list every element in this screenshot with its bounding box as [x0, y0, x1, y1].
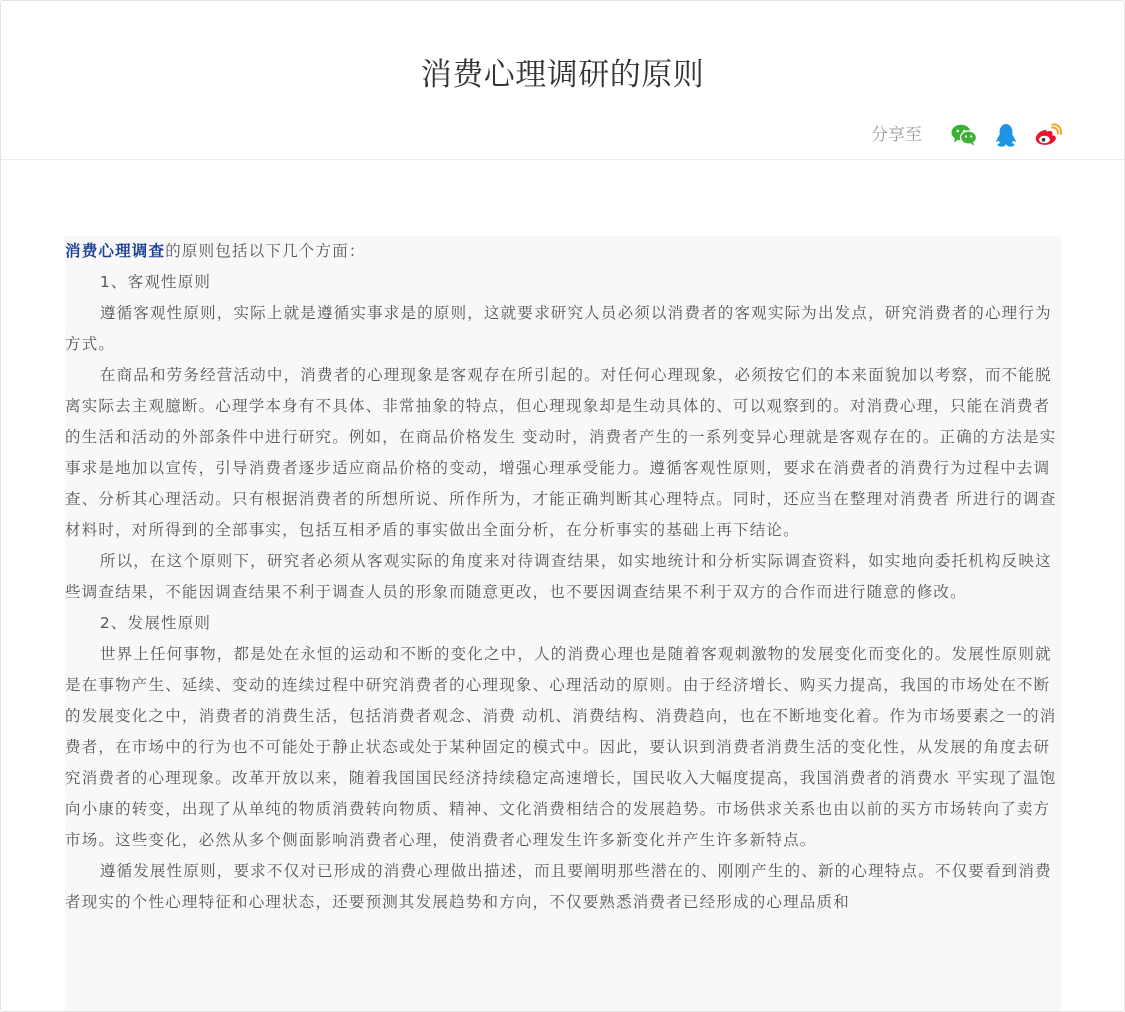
weibo-icon — [1034, 123, 1062, 147]
weibo-share-button[interactable] — [1034, 122, 1062, 148]
article-lead — [65, 236, 1062, 267]
paragraph: 所以，在这个原则下，研究者必须从客观实际的角度来对待调查结果，如实地统计和分析实际调查资料，如实地向委托机构反映这些调查结果，不能因调查结果不利于调查人员的形象而随意更改，也不要因调查结果不利于双方的合作而进行随意的修改。 — [65, 552, 1052, 601]
page-title: 消费心理调研的原则 — [420, 57, 705, 93]
wechat-icon — [951, 124, 977, 146]
paragraph: 世界上任何事物，都是处在永恒的运动和不断的变化之中，人的消费心理也是随着客观刺激物的发展变化而变化的。发展性原则就是在事物产生、延续、变动的连续过程中研究消费者的心理现象、心理活动的原则。由于经济增长、购买力提高，我国的市场处在不断的发展变化之中，消费者的消费生活，包括消费者观念、消费 动机、消费结构、消费趋向，也在不断地变化着。作为市场要素之一的消费者，在市场中的行为也不可能处于静止状态或处于某种固定的模式中。因此，要认识到消费者消费生活的变化性，从发展的角度去研究消费者的心理现象。改革开放以来，随着我国国民经济持续稳定高速增长，国民收入大幅度提高，我国消费者的消费水 平实现了温饱向小康的转变，出现了从单纯的物质消费转向物质、精神、文化消费相结合的发展趋势。市场供求关系也由以前的买方市场转向了卖方市场。这些变化，必然从多个侧面影响消费者心理，使消费者心理发生许多新变化并产生许多新特点。 — [65, 645, 1057, 849]
paragraph: 在商品和劳务经营活动中，消费者的心理现象是客观存在所引起的。对任何心理现象，必须按它们的本来面貌加以考察，而不能脱离实际去主观臆断。心理学本身有不具体、非常抽象的特点，但心理现象却是生动具体的、可以观察到的。对消费心理，只能在消费者的生活和活动的外部条件中进行研究。例如，在商品价格发生 变动时，消费者产生的一系列变异心理就是客观存在的。正确的方法是实事求是地加以宣传，引导消费者逐步适应商品价格的变动，增强心理承受能力。遵循客观性原则，要求在消费者的消费行为过程中去调查、分析其心理活动。只有根据消费者的所想所说、所作所为，才能正确判断其心理特点。同时，还应当在整理对消费者 所进行的调查材料时，对所得到的全部事实，包括互相矛盾的事实做出全面分析，在分析事实的基础上再下结论。 — [65, 366, 1057, 539]
share-bar — [871, 122, 1062, 148]
qq-share-button[interactable] — [992, 122, 1020, 148]
section-heading-development: 2、发展性原则 — [99, 614, 212, 632]
section-heading-objectivity: 1、客观性原则 — [99, 273, 212, 291]
share-label: 分享至 — [871, 125, 922, 145]
consumer-psychology-survey-link[interactable]: 消费心理调查 — [65, 242, 166, 260]
wechat-share-button[interactable] — [950, 122, 978, 148]
paragraph: 遵循客观性原则，实际上就是遵循实事求是的原则，这就要求研究人员必须以消费者的客观实际为出发点，研究消费者的心理行为方式。 — [65, 304, 1052, 353]
article-header — [1, 1, 1124, 160]
qq-penguin-icon — [995, 123, 1017, 147]
lead-text: 的原则包括以下几个方面： — [165, 242, 366, 260]
paragraph: 遵循发展性原则，要求不仅对已形成的消费心理做出描述，而且要阐明那些潜在的、刚刚产生的、新的心理特点。不仅要看到消费者现实的个性心理特征和心理状态，还要预测其发展趋势和方向，不仅要熟悉消费者已经形成的心理品质和 — [65, 862, 1052, 911]
article-body — [65, 236, 1062, 1012]
